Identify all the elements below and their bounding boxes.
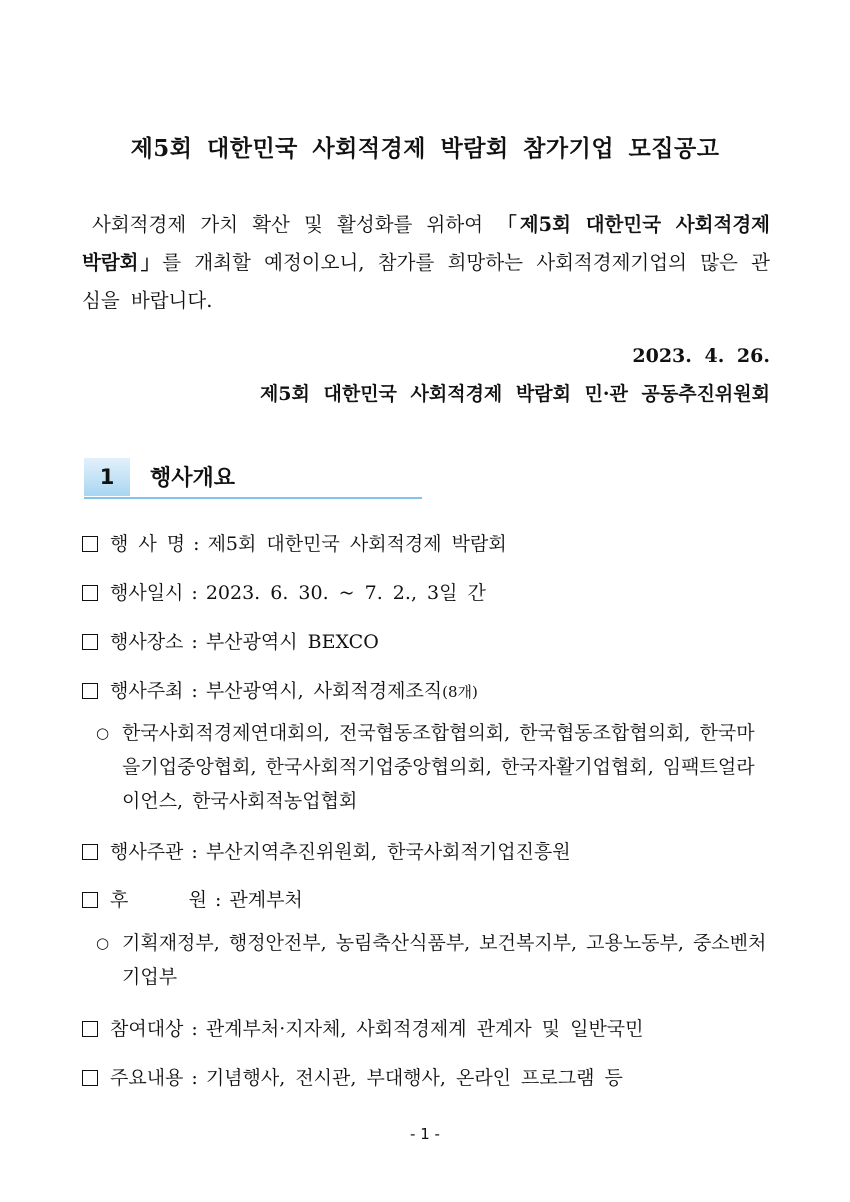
item-label: 행사주최: [110, 680, 184, 702]
item-value: 기념행사, 전시관, 부대행사, 온라인 프로그램 등: [205, 1067, 623, 1089]
section-underline: [84, 497, 422, 499]
item-value: 관계부처: [229, 889, 303, 911]
item-event-dates: 행사일시 : 2023. 6. 30. ~ 7. 2., 3일 간: [82, 578, 486, 605]
item-value: 관계부처·지자체, 사회적경제계 관계자 및 일반국민: [205, 1018, 644, 1040]
bullet-circle-icon: ○: [96, 934, 110, 952]
item-label: 행사장소: [110, 631, 184, 653]
checkbox-icon: [82, 536, 98, 552]
item-value-suffix: (8개): [442, 683, 478, 701]
item-label: 행 사 명: [110, 533, 186, 555]
host-detail-text: 한국사회적경제연대회의, 전국협동조합협의회, 한국협동조합협의회, 한국마을기업중앙협회, 한국사회적기업중앙협의회, 한국자활기업협회, 임팩트얼라이언스, 한국사회적농업협회: [122, 722, 755, 812]
checkbox-icon: [82, 683, 98, 699]
intro-rest: 를 개최할 예정이오니, 참가를 희망하는 사회적경제기업의 많은 관심을 바랍니다.: [82, 251, 771, 312]
item-label: 행사일시: [110, 582, 184, 604]
item-value: 2023. 6. 30. ~ 7. 2., 3일 간: [205, 582, 486, 604]
item-label: 후 원: [110, 889, 207, 911]
item-event-host: 행사주최 : 부산광역시, 사회적경제조직(8개): [82, 676, 478, 703]
item-value: 제5회 대한민국 사회적경제 박람회: [207, 533, 507, 555]
item-value: 부산지역추진위원회, 한국사회적기업진흥원: [205, 841, 571, 863]
checkbox-icon: [82, 634, 98, 650]
announcement-date: 2023. 4. 26.: [632, 345, 770, 367]
checkbox-icon: [82, 1021, 98, 1037]
checkbox-icon: [82, 892, 98, 908]
item-event-venue: 행사장소 : 부산광역시 BEXCO: [82, 627, 379, 654]
checkbox-icon: [82, 585, 98, 601]
item-label: 주요내용: [110, 1067, 184, 1089]
item-value: 부산광역시, 사회적경제조직: [205, 680, 443, 702]
organizer-name: 제5회 대한민국 사회적경제 박람회 민·관 공동추진위원회: [259, 383, 770, 405]
section-number: 1: [84, 458, 130, 496]
intro-lead: 사회적경제 가치 확산 및 활성화를 위하여: [92, 213, 498, 236]
section-title: 행사개요: [150, 466, 236, 491]
item-event-organizer: 행사주관 : 부산지역추진위원회, 한국사회적기업진흥원: [82, 837, 571, 864]
item-main-contents: 주요내용 : 기념행사, 전시관, 부대행사, 온라인 프로그램 등: [82, 1063, 623, 1090]
document-title: 제5회 대한민국 사회적경제 박람회 참가기업 모집공고: [130, 135, 720, 162]
intro-event-name: 「제5회 대한민국 사회적경제 박람회」: [82, 213, 770, 274]
support-detail-text: 기획재정부, 행정안전부, 농림축산식품부, 보건복지부, 고용노동부, 중소벤처기업부: [122, 932, 767, 988]
page-number: - 1 -: [410, 1125, 440, 1143]
item-event-name: 행 사 명 : 제5회 대한민국 사회적경제 박람회: [82, 529, 507, 556]
item-value: 부산광역시 BEXCO: [205, 631, 379, 653]
item-participants: 참여대상 : 관계부처·지자체, 사회적경제계 관계자 및 일반국민: [82, 1014, 644, 1041]
checkbox-icon: [82, 1070, 98, 1086]
item-label: 참여대상: [110, 1018, 184, 1040]
intro-paragraph: [82, 206, 770, 320]
host-detail-list: [96, 716, 772, 818]
support-detail-list: [96, 926, 772, 994]
section-header: [84, 458, 424, 498]
item-event-support: 후 원 : 관계부처: [82, 885, 303, 912]
bullet-circle-icon: ○: [96, 724, 110, 742]
checkbox-icon: [82, 844, 98, 860]
item-label: 행사주관: [110, 841, 184, 863]
